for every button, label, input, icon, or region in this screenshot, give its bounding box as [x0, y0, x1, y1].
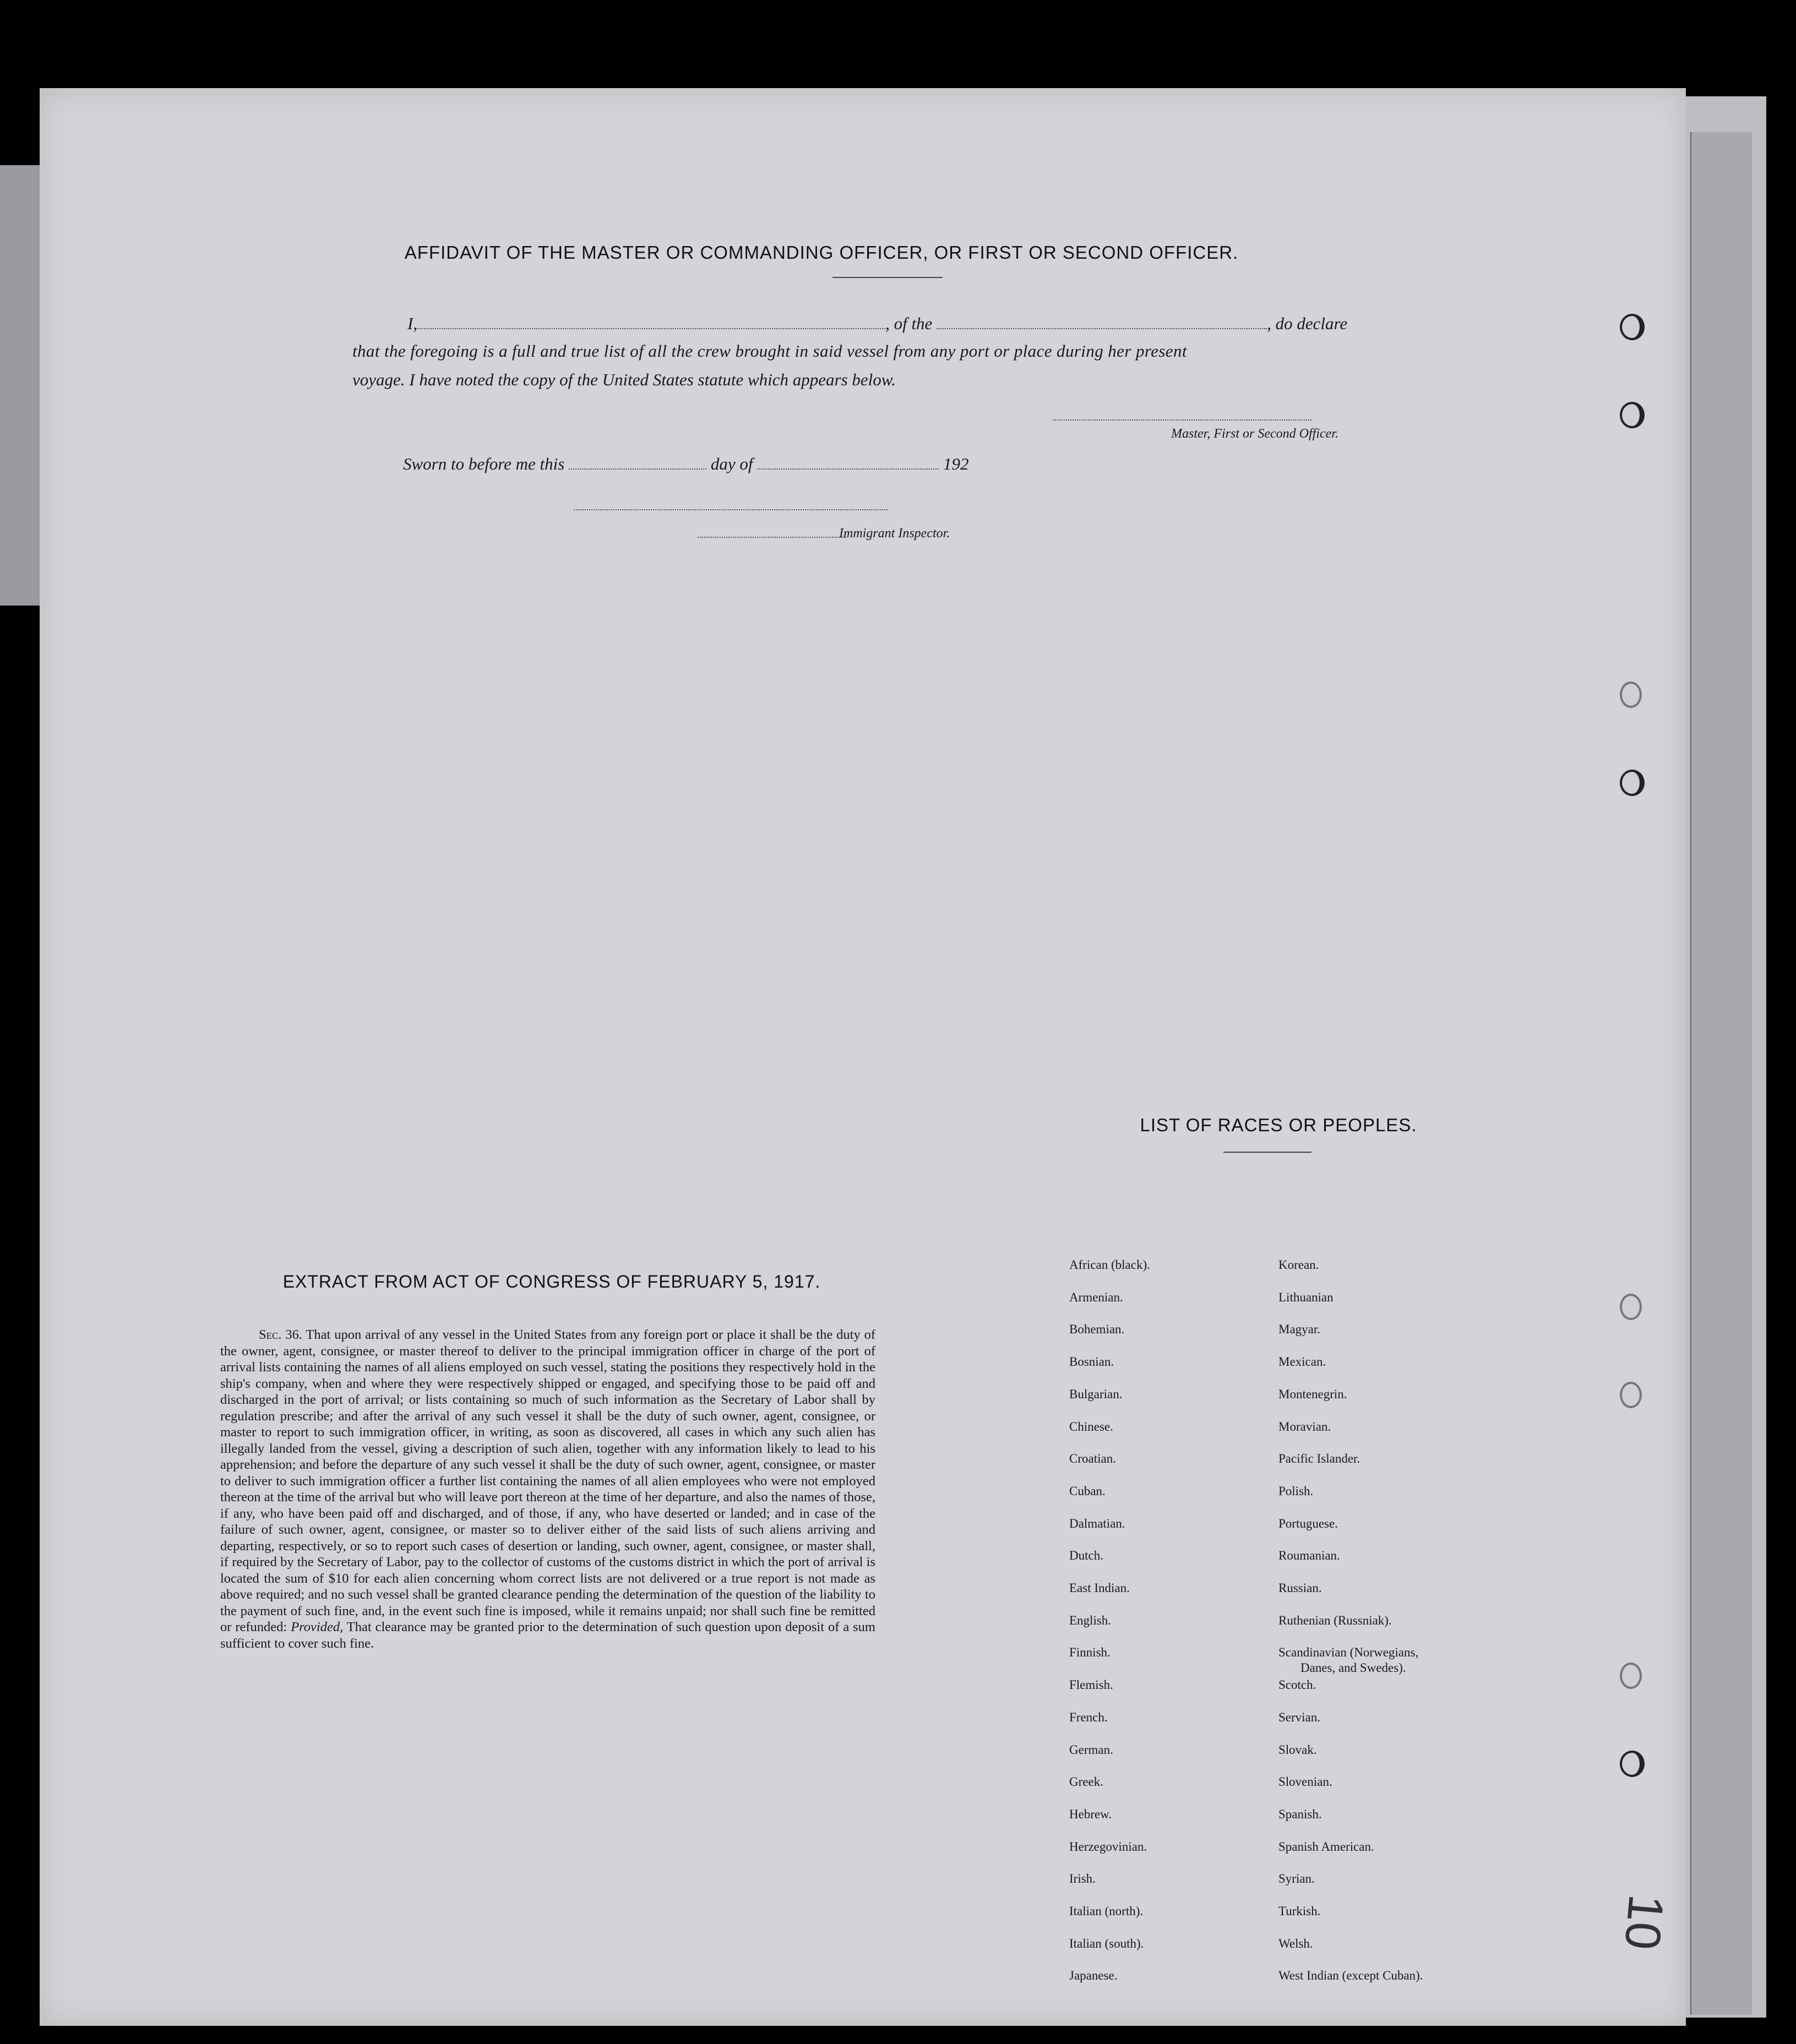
provided-label: Provided,: [291, 1620, 344, 1634]
race-item: Spanish.: [1278, 1807, 1322, 1821]
race-item: Magyar.: [1278, 1322, 1321, 1337]
race-item: Finnish.: [1069, 1645, 1111, 1660]
background-page-stack-2: [1690, 132, 1752, 2015]
race-item: Scandinavian (Norwegians,: [1278, 1645, 1419, 1660]
race-item: Italian (south).: [1069, 1936, 1144, 1950]
punch-hole: [1620, 402, 1645, 428]
master-signature-label: Master, First or Second Officer.: [1171, 427, 1338, 441]
race-item: Irish.: [1069, 1872, 1096, 1886]
race-item: Herzegovinian.: [1069, 1839, 1147, 1854]
race-item: Polish.: [1278, 1484, 1314, 1498]
left-page-edge: [0, 165, 40, 606]
race-item: Korean.: [1278, 1258, 1319, 1272]
race-item: Slovak.: [1278, 1742, 1317, 1757]
race-item: Portuguese.: [1278, 1516, 1338, 1530]
do-declare-label: , do declare: [1267, 314, 1348, 333]
race-item: Lithuanian: [1278, 1290, 1334, 1304]
race-item: Servian.: [1278, 1710, 1321, 1724]
document-sheet: [40, 88, 1686, 2026]
affidavit-line-3: voyage. I have noted the copy of the United States statute which appears below.: [352, 370, 896, 389]
inspector-label: Immigrant Inspector.: [839, 526, 950, 541]
race-item: Spanish American.: [1278, 1839, 1374, 1854]
sworn-month-field[interactable]: [757, 468, 939, 470]
race-item: Bulgarian.: [1069, 1387, 1123, 1401]
race-item: West Indian (except Cuban).: [1278, 1969, 1423, 1983]
race-item: French.: [1069, 1710, 1108, 1724]
race-item: Ruthenian (Russniak).: [1278, 1613, 1392, 1627]
race-item: Montenegrin.: [1278, 1387, 1347, 1401]
extract-title: EXTRACT FROM ACT OF CONGRESS OF FEBRUARY 5, 1917.: [282, 1272, 821, 1291]
race-item: African (black).: [1069, 1258, 1150, 1272]
race-item: Flemish.: [1069, 1678, 1113, 1692]
race-item: Dalmatian.: [1069, 1516, 1125, 1530]
race-item: Cuban.: [1069, 1484, 1106, 1498]
handwritten-page-number: 10: [1614, 1892, 1674, 1952]
race-item: Chinese.: [1069, 1419, 1113, 1433]
race-item: Dutch.: [1069, 1549, 1103, 1563]
statute-body-1: That upon arrival of any vessel in the United States from any foreign port or place it shall be the duty of the owner, agent, consignee, or master thereof to deliver to the principal immigration officer in charge of the port of arrival lists containing the names of all aliens employed on such vessel, stating the positions they respectively hold in the ship's company, when and where they were respectively shipped or engaged, and specifying those to be paid off and discharged in the port of arrival; or lists containing so much of such information as the Secretary of Labor shall by regulation prescribe; and after the arrival of any such vessel it shall be the duty of such owner, agent, consignee, or master to report to such immigration officer, in writing, as soon as discovered, all cases in which any such alien has illegally landed from the vessel, giving a description of such alien, together with any information likely to lead to his apprehension; and before the departure of any such vessel it shall be the duty of such owner, agent, consignee, or master to deliver to such immigration officer a further list containing the names of all alien employees who were not employed thereon at the time of the arrival but who will leave port thereon at the time of her departure, and also the names of those, if any, who have been paid off and discharged, and of those, if any, who have deserted or landed; and in case of the failure of such owner, agent, consignee, or master so to deliver either of the said lists of such aliens arriving and departing, respectively, or so to report such cases of desertion or landing, such owner, agent, consignee, or master shall, if required by the Secretary of Labor, pay to the collector of customs of the customs district in which the port of arrival is located the sum of $10 for each alien concerning whom correct lists are not delivered or a true report is not made as above required; and no such vessel shall be granted clearance pending the determination of the question of the liability to the payment of such fine, and, in the event such fine is imposed, while it remains unpaid; nor shall such fine be remitted or refunded:: [220, 1327, 875, 1634]
punch-hole: [1620, 682, 1642, 708]
declarant-prefix: I,: [407, 314, 418, 333]
race-item: Syrian.: [1278, 1872, 1315, 1886]
race-item: English.: [1069, 1613, 1112, 1627]
race-item: Scotch.: [1278, 1678, 1316, 1692]
sworn-day-field[interactable]: [569, 468, 706, 470]
bleed-through-text: [177, 201, 188, 231]
punch-hole: [1620, 1294, 1642, 1320]
master-signature-line[interactable]: [1053, 419, 1311, 421]
punch-hole: [1620, 1382, 1642, 1408]
races-title: LIST OF RACES OR PEOPLES.: [1140, 1115, 1417, 1135]
statute-body-2: That clearance may be granted prior to the determination of such question upon deposit of a sum sufficient to cover such fine.: [220, 1620, 875, 1651]
races-title-rule: [1223, 1152, 1311, 1153]
race-item: Hebrew.: [1069, 1807, 1112, 1821]
race-item: Turkish.: [1278, 1904, 1321, 1918]
race-item: Armenian.: [1069, 1290, 1123, 1304]
race-item: German.: [1069, 1742, 1113, 1757]
race-item: Russian.: [1278, 1581, 1322, 1595]
race-item: Mexican.: [1278, 1355, 1326, 1369]
of-the-label: , of the: [885, 314, 933, 333]
race-item: Greek.: [1069, 1775, 1103, 1789]
day-of-label: day of: [710, 454, 753, 473]
affidavit-line-1: [407, 314, 1347, 334]
section-label: Sec. 36.: [259, 1327, 302, 1342]
punch-hole: [1620, 1751, 1645, 1777]
race-item: Moravian.: [1278, 1419, 1331, 1433]
sworn-year: 192: [943, 454, 969, 473]
race-item: Roumanian.: [1278, 1549, 1340, 1563]
sworn-line: [403, 454, 968, 474]
punch-hole: [1620, 770, 1645, 796]
race-item: Slovenian.: [1278, 1775, 1332, 1789]
affidavit-line-2: that the foregoing is a full and true list of all the crew brought in said vessel from any port or place during her present: [352, 341, 1187, 361]
race-item: Italian (north).: [1069, 1904, 1144, 1918]
punch-hole: [1620, 1663, 1642, 1689]
race-item: Danes, and Swedes).: [1300, 1661, 1406, 1675]
race-item: Croatian.: [1069, 1452, 1116, 1466]
inspector-signature-line[interactable]: [698, 537, 846, 538]
affidavit-title: AFFIDAVIT OF THE MASTER OR COMMANDING OFFICER, OR FIRST OR SECOND OFFICER.: [404, 242, 1239, 263]
race-item: Bohemian.: [1069, 1322, 1125, 1337]
statute-text: [220, 1327, 875, 1651]
race-item: Bosnian.: [1069, 1355, 1114, 1369]
race-item: East Indian.: [1069, 1581, 1130, 1595]
race-item: Welsh.: [1278, 1936, 1313, 1950]
race-item: Pacific Islander.: [1278, 1452, 1360, 1466]
inspector-title-line[interactable]: [574, 509, 888, 510]
sworn-label: Sworn to before me this: [403, 454, 565, 473]
punch-hole: [1620, 314, 1645, 340]
race-item: Japanese.: [1069, 1969, 1118, 1983]
declarant-name-field[interactable]: [417, 328, 885, 329]
vessel-name-field[interactable]: [937, 328, 1267, 329]
affidavit-title-rule: [832, 277, 943, 278]
